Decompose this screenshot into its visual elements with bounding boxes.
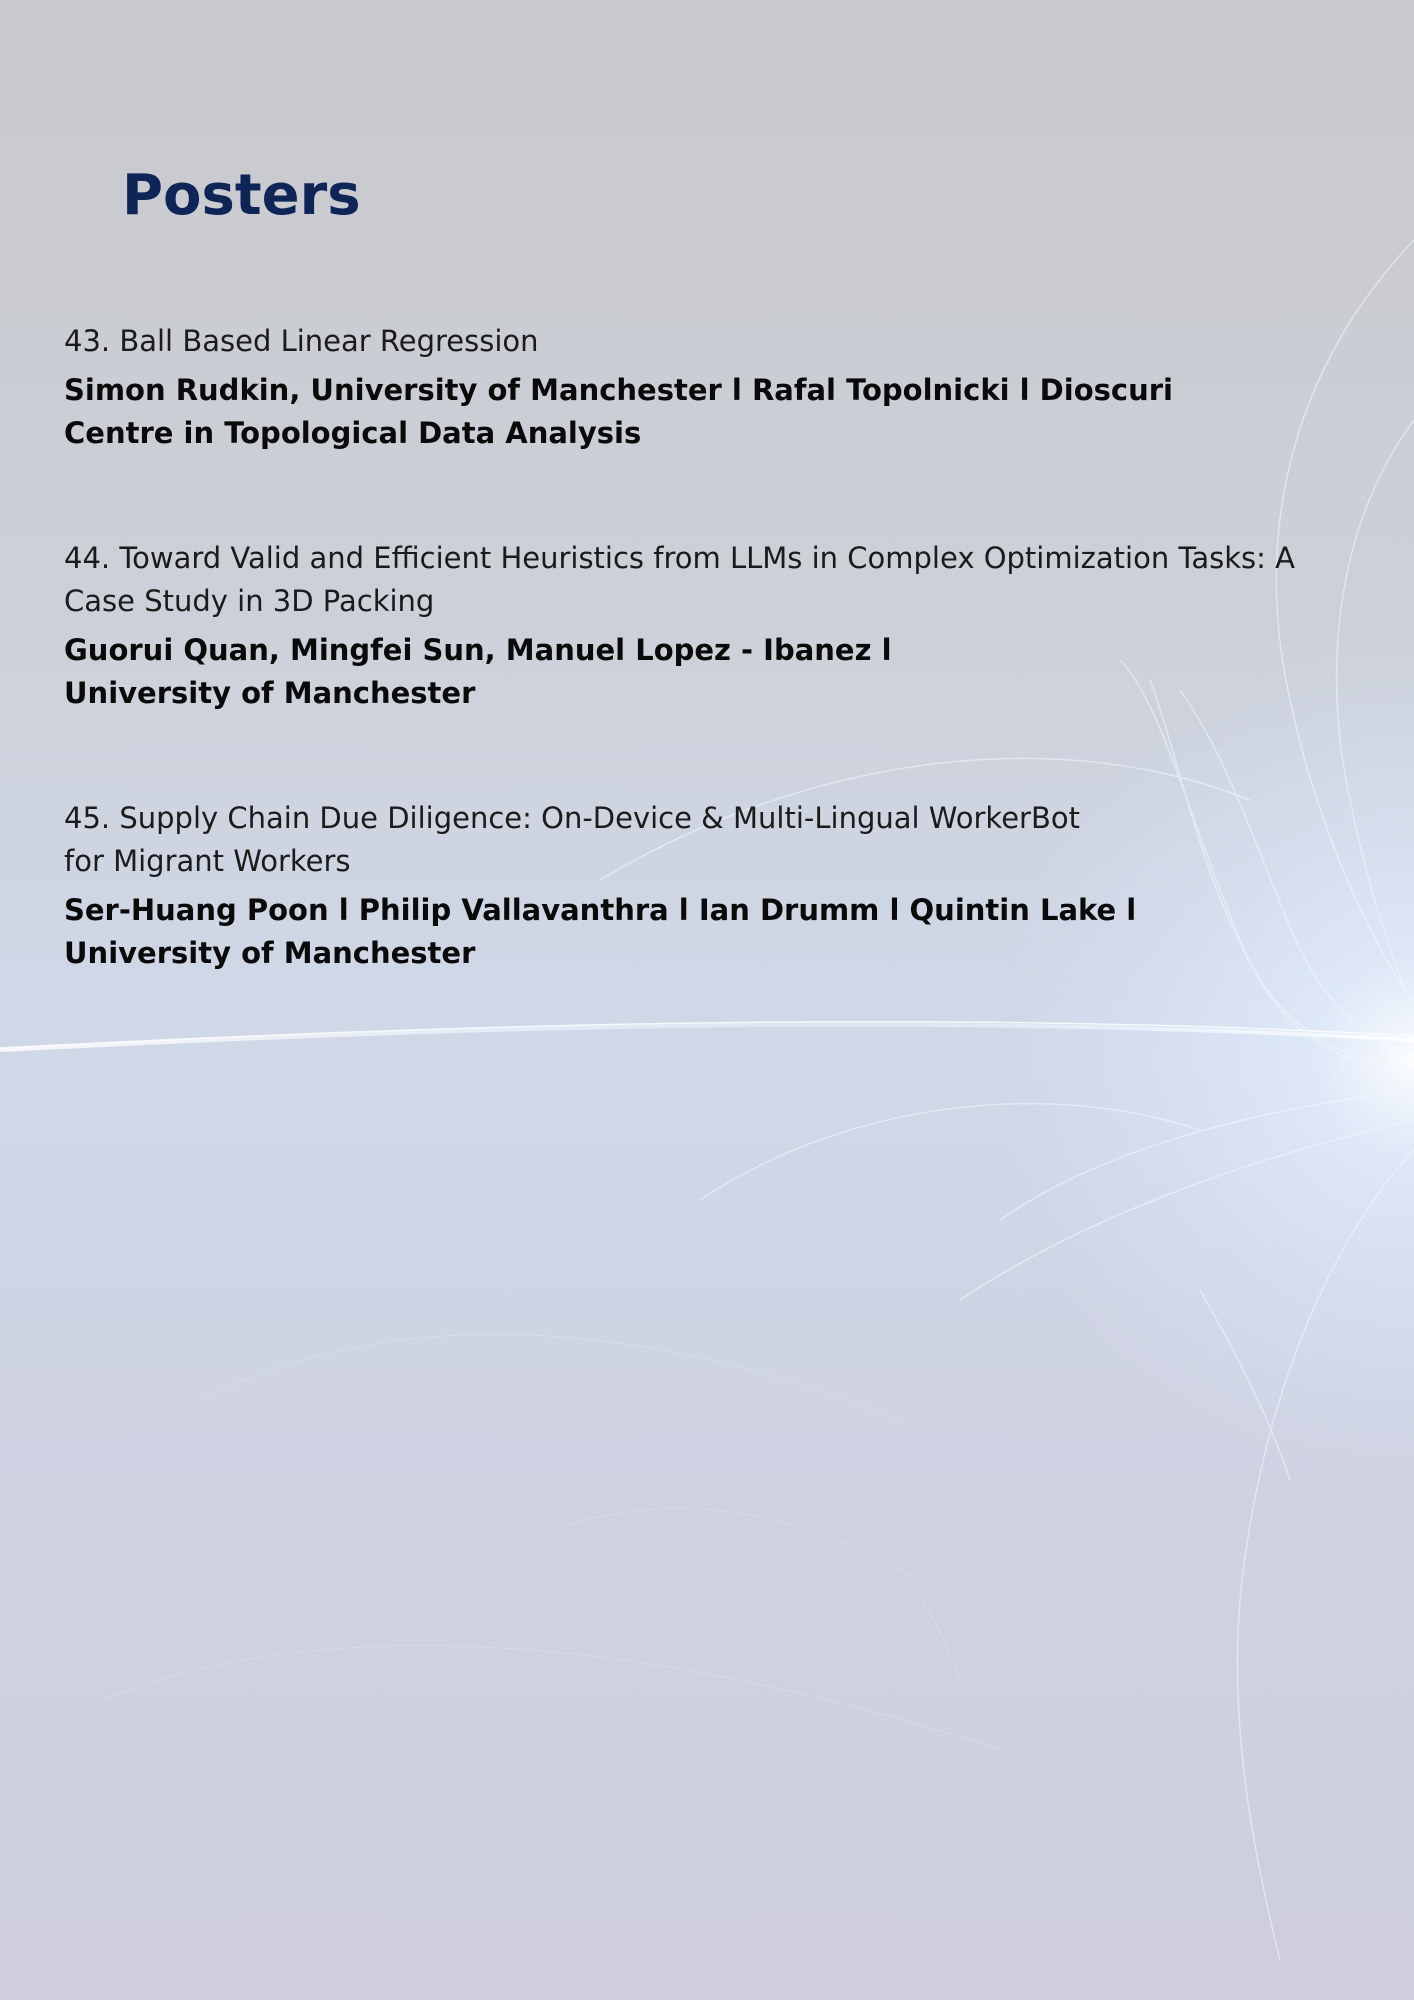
page-title: Posters (122, 163, 361, 228)
poster-item (64, 797, 1354, 975)
poster-title: 43. Ball Based Linear Regression (64, 324, 539, 358)
poster-title: 45. Supply Chain Due Diligence: On-Device & Multi-Lingual WorkerBot for Migrant Workers (64, 801, 1080, 878)
poster-item (64, 320, 1354, 455)
poster-item (64, 537, 1354, 715)
poster-authors: Simon Rudkin, University of Manchester l Rafal Topolnicki l Dioscuri Centre in Topological Data Analysis (64, 373, 1173, 450)
poster-authors: Guorui Quan, Mingfei Sun, Manuel Lopez - Ibanez l University of Manchester (64, 633, 892, 710)
poster-title: 44. Toward Valid and Efficient Heuristics from LLMs in Complex Optimization Tasks: A Case Study in 3D Packing (64, 541, 1295, 618)
poster-authors: Ser-Huang Poon l Philip Vallavanthra l Ian Drumm l Quintin Lake l University of Manchester (64, 893, 1137, 970)
poster-list (64, 320, 1354, 1057)
